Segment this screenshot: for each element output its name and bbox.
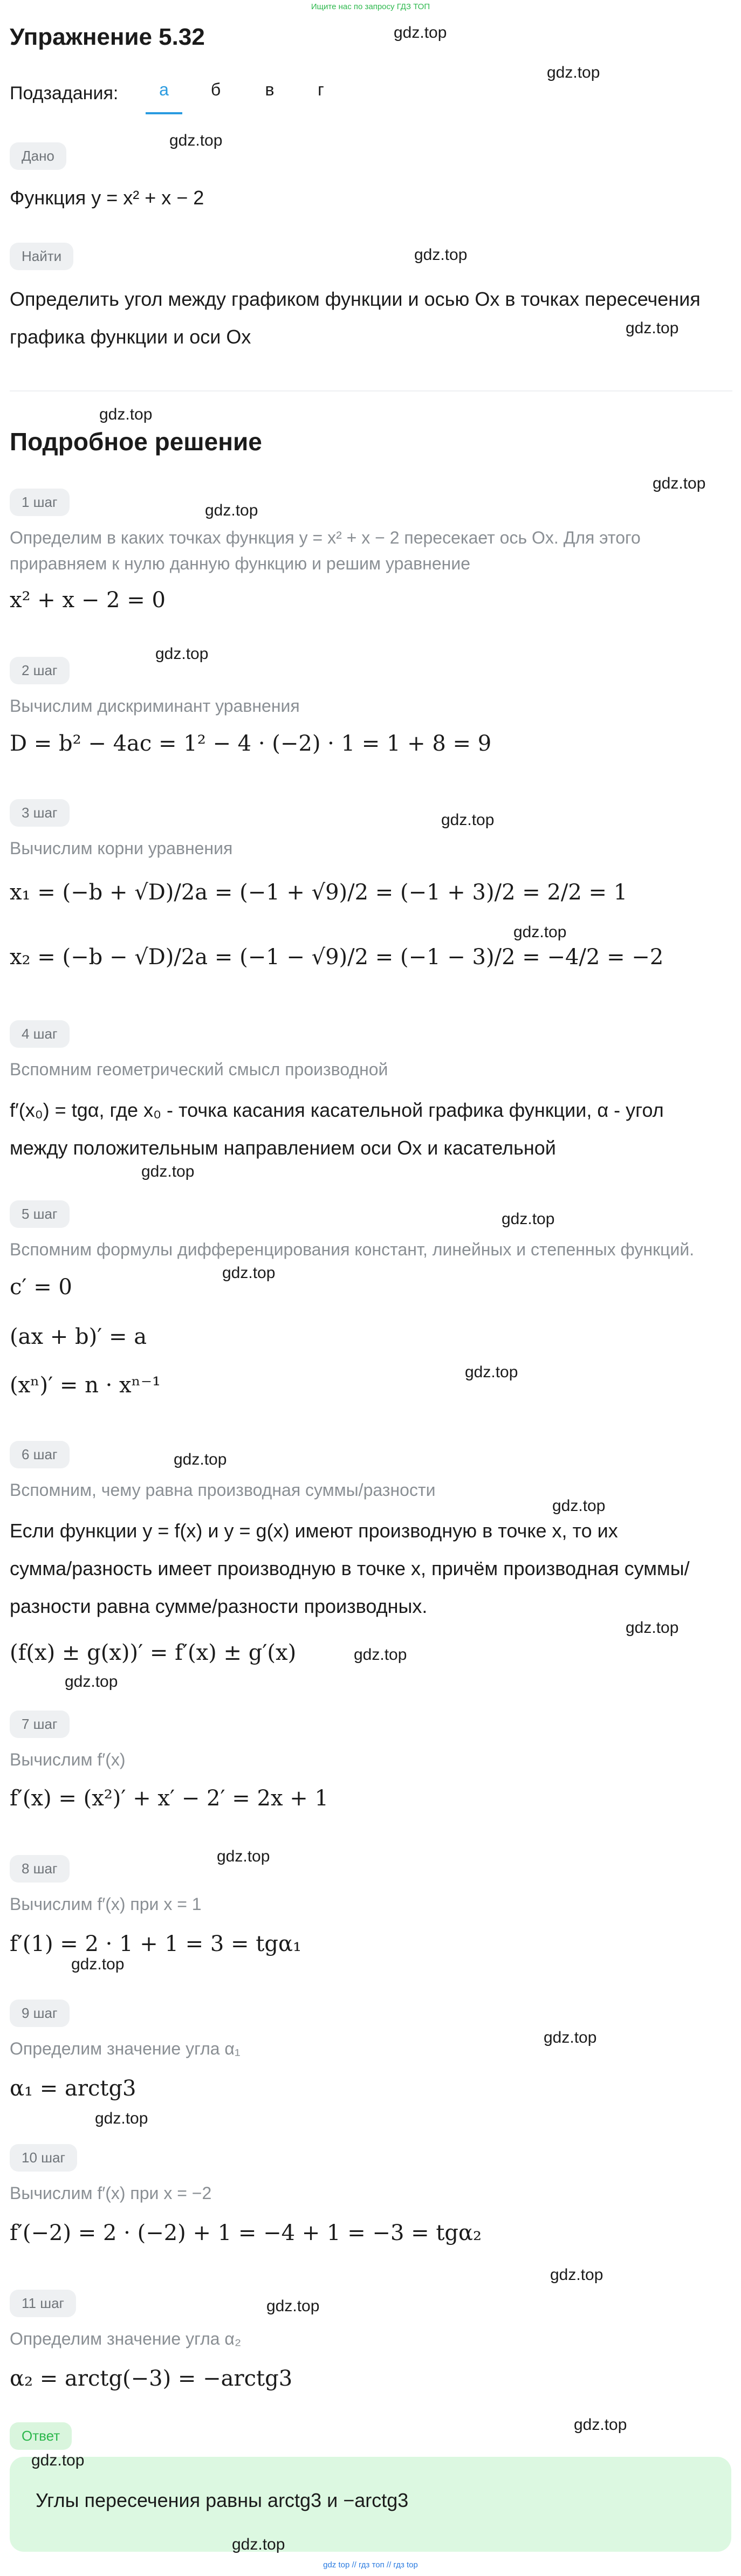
solution-heading: Подробное решение: [10, 428, 262, 456]
tab-b[interactable]: б: [210, 80, 221, 99]
step-2-equation: D = b² − 4ac = 1² − 4 · (−2) · 1 = 1 + 8 = 9: [10, 731, 492, 756]
step-6-badge: 6 шаг: [10, 1441, 70, 1468]
step-6-equation: (f(x) ± g(x))′ = f′(x) ± g′(x): [10, 1640, 297, 1665]
step-1-desc-line-1: Определим в каких точках функция y = x² + x − 2 пересекает ось Ox. Для этого: [10, 528, 641, 547]
step-9-equation: α₁ = arctg3: [10, 2076, 136, 2101]
section-divider: [10, 390, 732, 391]
tab-a[interactable]: а: [146, 80, 182, 114]
watermark: gdz.top: [31, 2451, 85, 2469]
watermark: gdz.top: [547, 64, 600, 81]
page-title: Упражнение 5.32: [10, 24, 205, 50]
watermark: gdz.top: [626, 1619, 679, 1637]
watermark: gdz.top: [222, 1264, 276, 1282]
watermark: gdz.top: [653, 475, 706, 492]
step-1-equation: x² + x − 2 = 0: [10, 588, 166, 613]
top-banner[interactable]: Ищите нас по запросу ГДЗ ТОП: [311, 2, 430, 11]
step-11-desc: Определим значение угла α₂: [10, 2329, 242, 2348]
step-11-badge: 11 шаг: [10, 2290, 76, 2317]
watermark: gdz.top: [266, 2297, 320, 2315]
step-4-line-2: между положительным направлением оси Ox и касательной: [10, 1137, 556, 1159]
watermark: gdz.top: [99, 406, 153, 423]
find-text-line-2: графика функции и оси Ox: [10, 326, 251, 348]
answer-badge: Ответ: [10, 2422, 72, 2450]
step-1-badge: 1 шаг: [10, 489, 70, 516]
step-6-line-2: сумма/разность имеет производную в точке x, причём производная суммы/: [10, 1557, 690, 1579]
watermark: gdz.top: [574, 2416, 627, 2434]
step-11-equation: α₂ = arctg(−3) = −arctg3: [10, 2366, 293, 2391]
watermark: gdz.top: [394, 24, 447, 42]
watermark: gdz.top: [502, 1210, 555, 1228]
given-badge: Дано: [10, 142, 66, 170]
watermark: gdz.top: [71, 1955, 125, 1973]
step-3-badge: 3 шаг: [10, 799, 70, 827]
step-9-badge: 9 шаг: [10, 2000, 70, 2027]
step-6-desc: Вспомним, чему равна производная суммы/разности: [10, 1480, 436, 1500]
step-3-root-1: x₁ = (−b + √D)/2a = (−1 + √9)/2 = (−1 + 3)/2 = 2/2 = 1: [10, 880, 628, 905]
step-4-line-1: f′(x₀) = tgα, где x₀ - точка касания касательной графика функции, α - угол: [10, 1099, 664, 1121]
watermark: gdz.top: [155, 645, 209, 663]
tab-v[interactable]: в: [265, 80, 275, 99]
step-1-desc-line-2: приравняем к нулю данную функцию и решим уравнение: [10, 554, 470, 573]
footer-links[interactable]: gdz top // гдз топ // гдз top: [323, 2560, 418, 2570]
step-6-line-3: разности равна сумме/разности производных.: [10, 1595, 428, 1617]
step-3-root-2: x₂ = (−b − √D)/2a = (−1 − √9)/2 = (−1 − 3)/2 = −4/2 = −2: [10, 945, 664, 970]
step-4-desc: Вспомним геометрический смысл производной: [10, 1060, 388, 1079]
step-10-equation: f′(−2) = 2 · (−2) + 1 = −4 + 1 = −3 = tgα₂: [10, 2221, 482, 2245]
watermark: gdz.top: [95, 2110, 148, 2127]
step-5-badge: 5 шаг: [10, 1200, 70, 1228]
step-10-badge: 10 шаг: [10, 2144, 77, 2172]
watermark: gdz.top: [354, 1646, 407, 1664]
watermark: gdz.top: [217, 1847, 270, 1865]
step-10-desc: Вычислим f′(x) при x = −2: [10, 2183, 212, 2203]
watermark: gdz.top: [232, 2536, 285, 2553]
step-6-line-1: Если функции y = f(x) и y = g(x) имеют производную в точке x, то их: [10, 1520, 618, 1542]
watermark: gdz.top: [552, 1497, 606, 1515]
subtasks-label: Подзадания:: [10, 83, 119, 104]
watermark: gdz.top: [513, 923, 567, 941]
step-8-equation: f′(1) = 2 · 1 + 1 = 3 = tgα₁: [10, 1932, 301, 1956]
step-2-desc: Вычислим дискриминант уравнения: [10, 696, 300, 716]
answer-text: Углы пересечения равны arctg3 и −arctg3: [36, 2489, 409, 2511]
watermark: gdz.top: [550, 2266, 603, 2284]
watermark: gdz.top: [169, 132, 223, 149]
step-5-formula-1: c′ = 0: [10, 1275, 72, 1300]
step-8-badge: 8 шаг: [10, 1855, 70, 1883]
watermark: gdz.top: [544, 2029, 597, 2046]
step-7-equation: f′(x) = (x²)′ + x′ − 2′ = 2x + 1: [10, 1786, 328, 1811]
watermark: gdz.top: [465, 1363, 518, 1381]
find-badge: Найти: [10, 243, 73, 270]
find-text-line-1: Определить угол между графиком функции и осью Ox в точках пересечения: [10, 288, 701, 310]
watermark: gdz.top: [65, 1673, 118, 1691]
step-7-desc: Вычислим f′(x): [10, 1750, 126, 1769]
step-4-badge: 4 шаг: [10, 1020, 70, 1048]
watermark: gdz.top: [626, 319, 679, 337]
step-3-desc: Вычислим корни уравнения: [10, 839, 233, 858]
step-7-badge: 7 шаг: [10, 1711, 70, 1738]
watermark: gdz.top: [441, 811, 495, 829]
tab-g[interactable]: г: [318, 80, 324, 99]
watermark: gdz.top: [205, 502, 258, 519]
watermark: gdz.top: [414, 246, 468, 264]
step-2-badge: 2 шаг: [10, 657, 70, 684]
watermark: gdz.top: [174, 1451, 227, 1468]
given-text: Функция y = x² + x − 2: [10, 187, 204, 209]
step-5-desc: Вспомним формулы дифференцирования констант, линейных и степенных функций.: [10, 1240, 695, 1259]
watermark: gdz.top: [141, 1163, 195, 1180]
step-5-formula-2: (ax + b)′ = a: [10, 1324, 147, 1349]
step-8-desc: Вычислим f′(x) при x = 1: [10, 1894, 202, 1914]
step-9-desc: Определим значение угла α₁: [10, 2039, 241, 2058]
step-5-formula-3: (xⁿ)′ = n · xⁿ⁻¹: [10, 1373, 161, 1398]
